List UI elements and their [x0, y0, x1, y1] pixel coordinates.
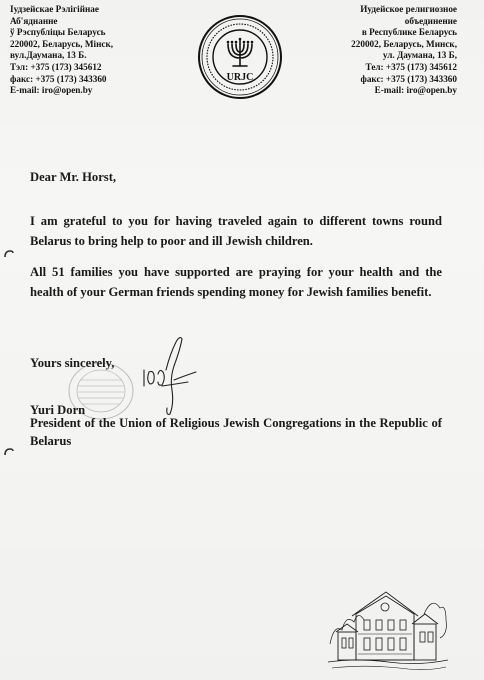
- hole-punch-mark-icon: [4, 448, 14, 456]
- signatory-title: President of the Union of Religious Jewish Congregations in the Republic of Belarus: [30, 416, 442, 448]
- letterhead-line: факс: +375 (173) 343360: [10, 73, 107, 84]
- letterhead-line: E-mail: iro@open.by: [10, 85, 93, 96]
- letterhead-line: ул. Даумана, 13 Б,: [382, 50, 457, 61]
- hole-punch-mark-icon: [4, 250, 14, 258]
- letterhead-line: Тел: +375 (173) 345612: [365, 61, 457, 72]
- letterhead-line: вул.Даумана, 13 Б.: [10, 50, 87, 61]
- signatory-name: Yuri Dorn: [30, 403, 86, 417]
- letterhead-line: Тэл: +375 (173) 345612: [10, 61, 102, 72]
- letterhead-line: Іудзейскае Рэлігійнае: [10, 4, 99, 14]
- letterhead-line: Иудейское религиозное: [360, 4, 457, 14]
- letterhead-line: в Республике Беларусь: [361, 27, 457, 38]
- synagogue-building-illustration: [328, 574, 448, 674]
- letterhead-line: 220002, Беларусь, Минск,: [351, 38, 457, 49]
- letterhead-line: ў Рэспубліцы Беларусь: [10, 27, 106, 38]
- seal-abbreviation: URJC: [226, 72, 254, 83]
- letter-paragraph-1: I am grateful to you for having traveled again to different towns round Belarus to bring help to poor and ill Jewish children.: [30, 214, 442, 248]
- letterhead-line: объединение: [404, 15, 457, 26]
- handwritten-signature: [136, 330, 216, 420]
- letterhead-russian: [351, 4, 457, 97]
- letterhead-line: факс: +375 (173) 343360: [360, 73, 457, 84]
- letter-closing: Yours sincerely,: [30, 356, 115, 370]
- letterhead-line: E-mail: iro@open.by: [374, 85, 457, 96]
- organization-seal-logo: [197, 14, 283, 100]
- letterhead-line: 220002, Беларусь, Мінск,: [10, 38, 114, 49]
- letterhead-line: Аб'яднанне: [10, 15, 58, 26]
- letterhead-belarusian: [10, 4, 113, 97]
- letter-paragraph-2: All 51 families you have supported are praying for your health and the health of your German friends spending money for Jewish families benefit.: [30, 265, 442, 299]
- letter-greeting: Dear Mr. Horst,: [30, 170, 117, 184]
